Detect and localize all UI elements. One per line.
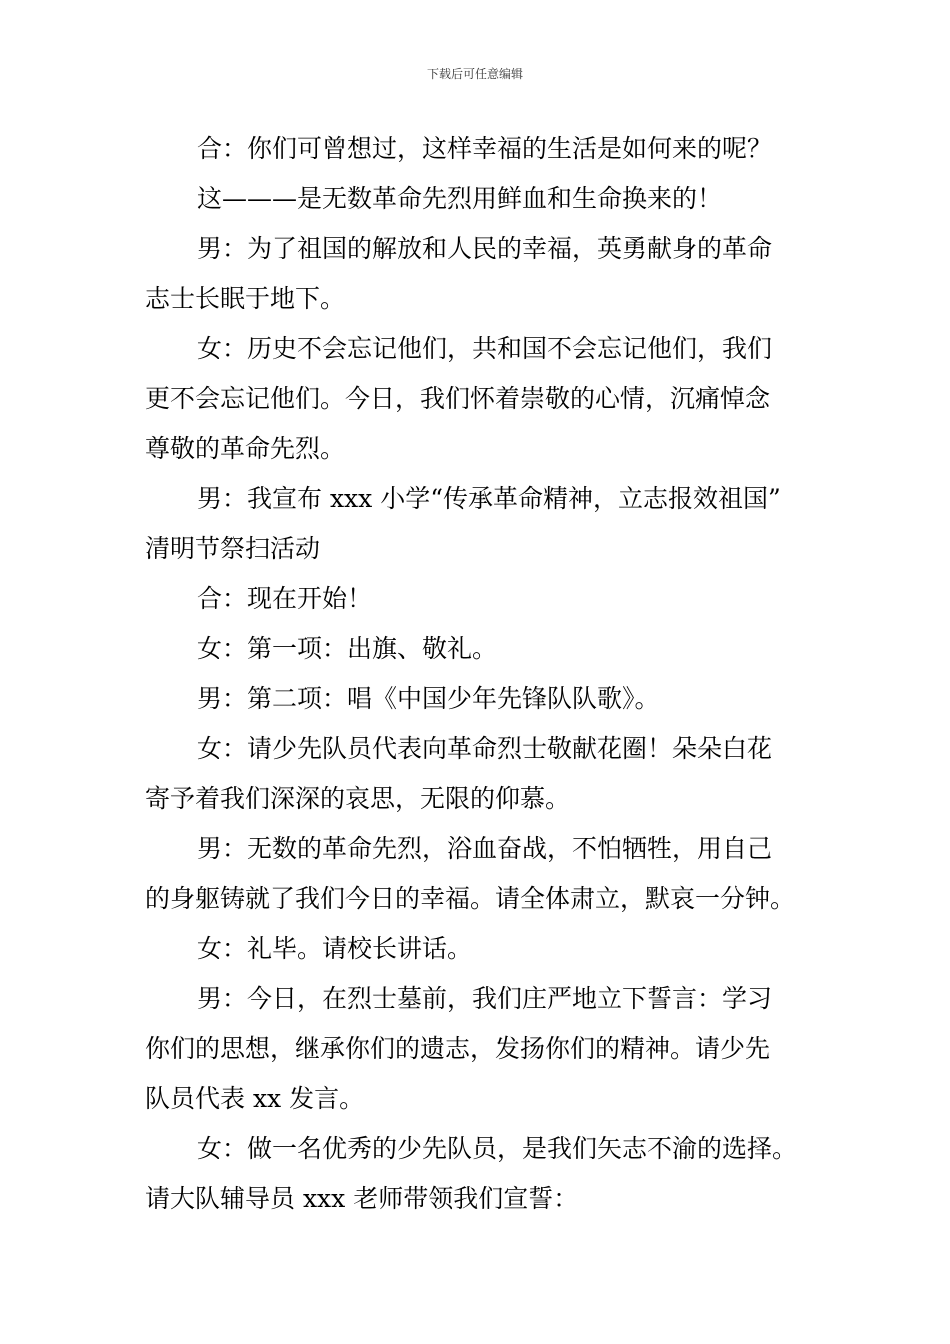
paragraph-3 [145,224,835,324]
paragraph-6 [145,574,835,624]
text-line: 寄予着我们深深的哀思，无限的仰慕。 [145,784,571,813]
text-line: 男：无数的革命先烈，浴血奋战，不怕牺牲，用自己 [197,834,773,863]
text-line: 请大队辅导员 xxx 老师带领我们宣誓： [145,1184,579,1213]
text-line: 你们的思想，继承你们的遗志，发扬你们的精神。请少先 [145,1034,771,1063]
text-line: 尊敬的革命先烈。 [145,434,346,463]
paragraph-12 [145,974,835,1124]
text-line: 男：今日，在烈士墓前，我们庄严地立下誓言：学习 [197,984,773,1013]
text-line: 男：我宣布 xxx 小学“传承革命精神，立志报效祖国” [197,484,781,513]
text-line: 志士长眠于地下。 [145,284,346,313]
paragraph-8 [145,674,835,724]
text-line: 合：你们可曾想过，这样幸福的生活是如何来的呢？ [197,134,773,163]
paragraph-11 [145,924,835,974]
text-line: 队员代表 xx 发言。 [145,1084,365,1113]
text-line: 女：历史不会忘记他们，共和国不会忘记他们，我们 [197,334,773,363]
text-line: 女：请少先队员代表向革命烈士敬献花圈！朵朵白花 [197,734,773,763]
paragraph-13 [145,1124,835,1224]
text-line: 男：为了祖国的解放和人民的幸福，英勇献身的革命 [197,234,773,263]
page-header: 下载后可任意编辑 [426,67,523,81]
text-line: 更不会忘记他们。今日，我们怀着崇敬的心情，沉痛悼念 [145,384,771,413]
text-line: 女：礼毕。请校长讲话。 [197,934,473,963]
paragraph-5 [145,474,835,574]
text-line: 这———是无数革命先烈用鲜血和生命换来的！ [197,184,723,213]
document-body [145,124,835,1224]
paragraph-4 [145,324,835,474]
paragraph-2 [145,174,835,224]
paragraph-9 [145,724,835,824]
text-line: 的身躯铸就了我们今日的幸福。请全体肃立，默哀一分钟。 [145,884,796,913]
paragraph-1 [145,124,835,174]
text-line: 合：现在开始！ [197,584,373,613]
paragraph-10 [145,824,835,924]
text-line: 女：第一项：出旗、敬礼。 [197,634,498,663]
text-line: 清明节祭扫活动 [145,534,321,563]
paragraph-7 [145,624,835,674]
text-line: 女：做一名优秀的少先队员，是我们矢志不渝的选择。 [197,1134,798,1163]
text-line: 男：第二项：唱《中国少年先锋队队歌》。 [197,684,660,713]
